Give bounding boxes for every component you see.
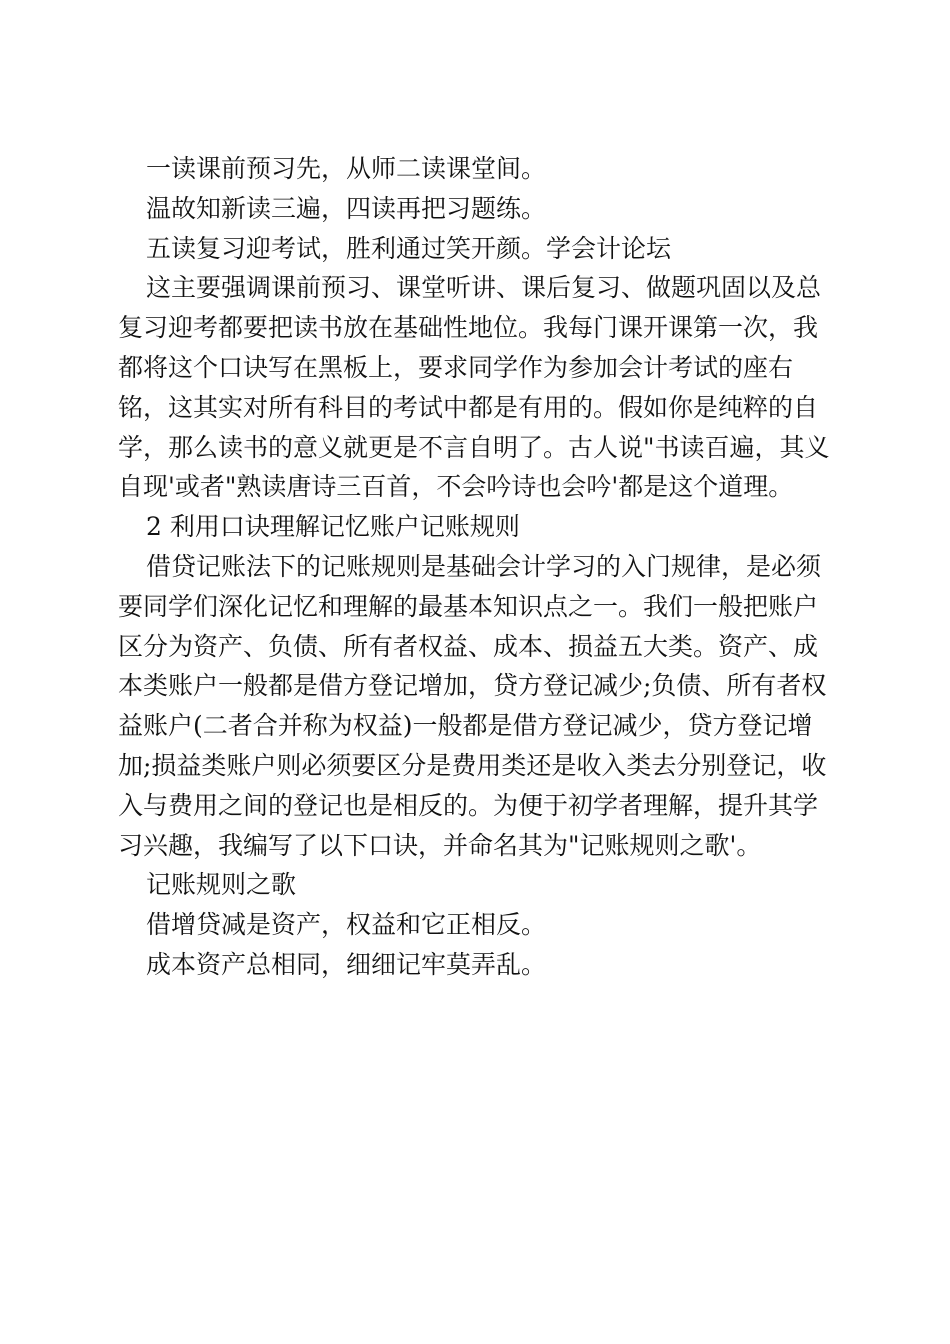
- song-title: 记账规则之歌: [146, 870, 297, 900]
- document-body: [118, 149, 838, 985]
- body-paragraph-reading: 这主要强调课前预习、课堂听讲、课后复习、做题巩固以及总复习迎考都要把读书放在基础性地位。我每门课开课第一次，我都将这个口诀写在黑板上，要求同学作为参加会计考试的座右铭，这其实对所有科目的考试中都是有用的。假如你是纯粹的自学，那么读书的意义就更是不言自明了。古人说"书读百遍，其义自现'或者"熟读唐诗三百首，不会吟诗也会吟'都是这个道理。: [118, 273, 830, 502]
- song-line-2: 成本资产总相同，细细记牢莫弄乱。: [146, 949, 547, 979]
- body-paragraph-rules: 借贷记账法下的记账规则是基础会计学习的入门规律，是必须要同学们深化记忆和理解的最基本知识点之一。我们一般把账户区分为资产、负债、所有者权益、成本、损益五大类。资产、成本类账户一般都是借方登记增加，贷方登记减少;负债、所有者权益账户(二者合并称为权益)一般都是借方登记减少，贷方登记增加;损益类账户则必须要区分是费用类还是收入类去分别登记，收入与费用之间的登记也是相反的。为便于初学者理解，提升其学习兴趣，我编写了以下口诀，并命名其为"记账规则之歌'。: [118, 551, 827, 860]
- section-heading-2: 2 利用口诀理解记忆账户记账规则: [146, 512, 520, 542]
- verse-line-3: 五读复习迎考试，胜利通过笑开颜。学会计论坛: [146, 233, 672, 263]
- verse-line-2: 温故知新读三遍，四读再把习题练。: [146, 193, 547, 223]
- verse-line-1: 一读课前预习先，从师二读课堂间。: [146, 154, 547, 183]
- song-line-1: 借增贷减是资产，权益和它正相反。: [146, 910, 547, 940]
